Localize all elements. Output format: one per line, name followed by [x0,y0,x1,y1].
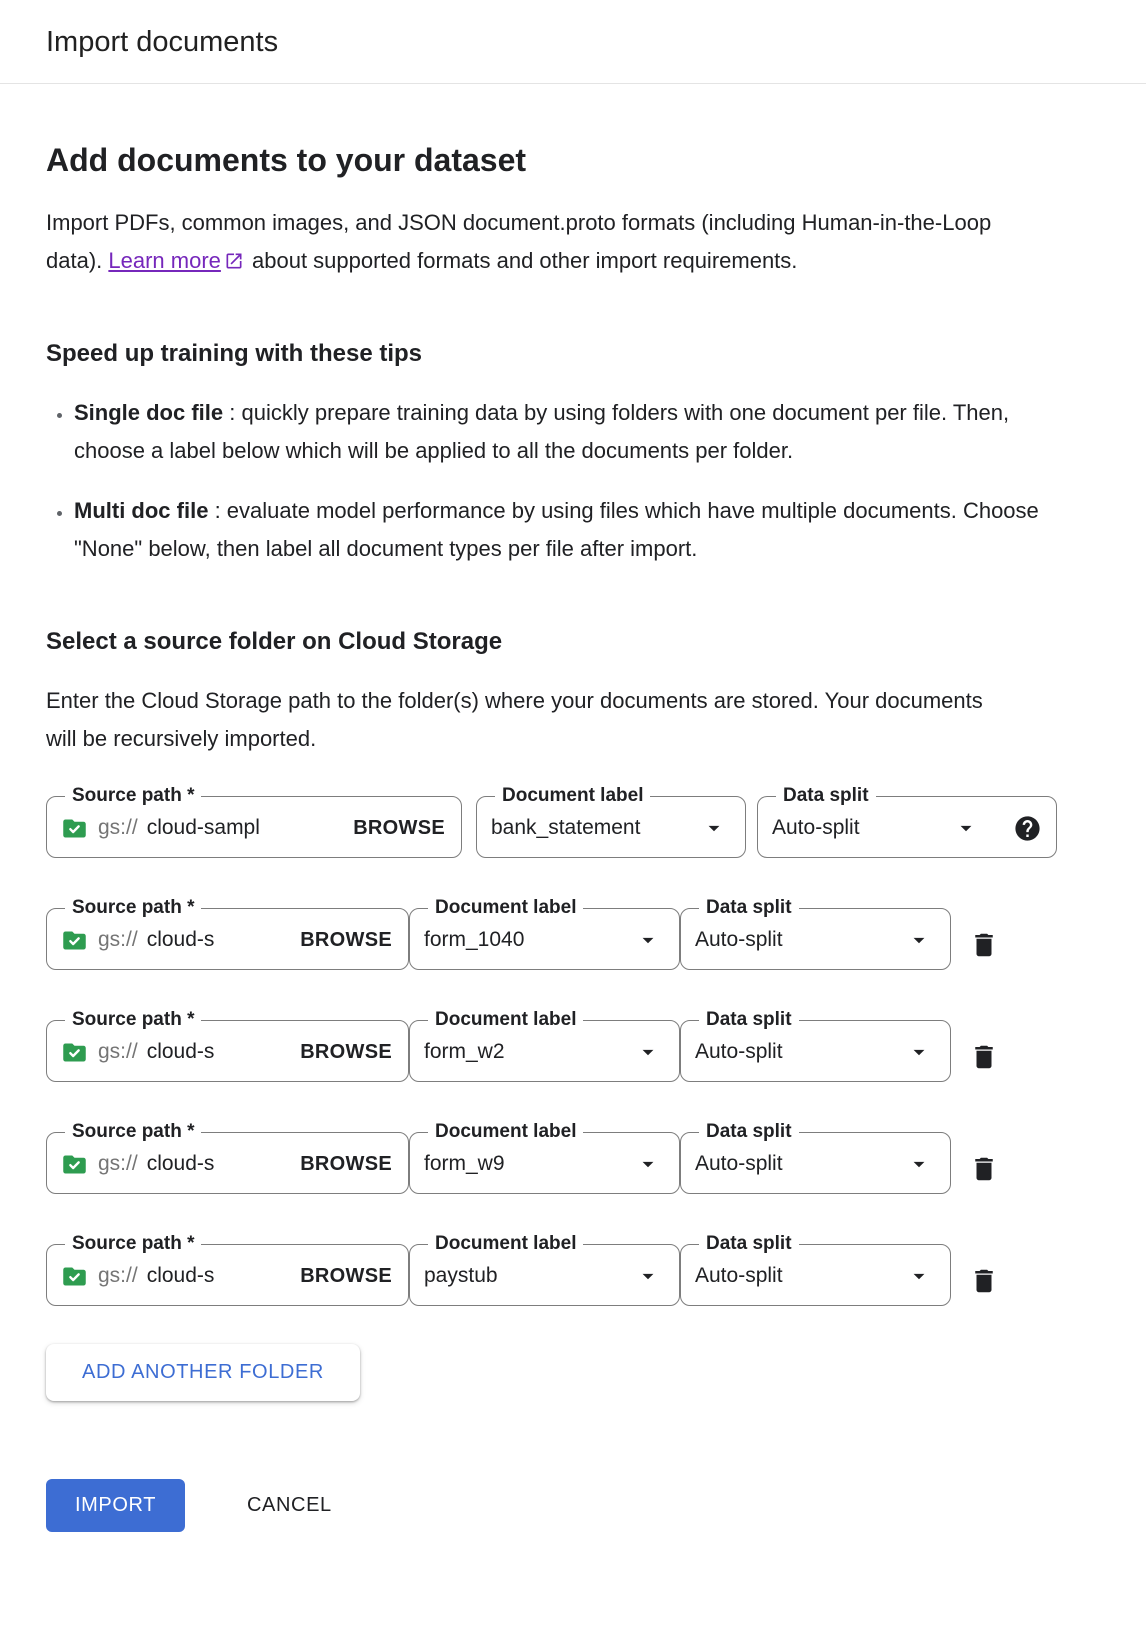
source-path-input[interactable] [147,928,293,952]
dropdown-arrow-icon [635,927,661,953]
cancel-button[interactable]: CANCEL [231,1484,348,1527]
document-label-value: bank_statement [491,816,641,839]
document-label-select[interactable] [409,1234,680,1306]
learn-more-link[interactable]: Learn more [108,248,221,273]
data-split-select[interactable] [680,1010,951,1082]
data-split-label: Data split [706,1009,792,1030]
source-path-field [46,786,462,858]
gs-prefix: gs:// [98,1264,138,1287]
intro-after-link: about supported formats and other import requirements. [245,248,798,273]
gs-prefix: gs:// [98,1040,138,1063]
folder-check-icon [61,1039,88,1066]
help-icon[interactable] [1013,814,1042,843]
dropdown-arrow-icon [906,1263,932,1289]
delete-row-button[interactable] [963,1260,1005,1302]
document-label-label: Document label [435,1121,577,1142]
delete-row-button[interactable] [963,1148,1005,1190]
source-folder-row [46,898,1100,970]
document-label-value: form_w9 [424,1152,505,1175]
source-path-field [46,898,409,970]
document-label-label: Document label [435,1009,577,1030]
dropdown-arrow-icon [906,927,932,953]
source-path-label: Source path * [72,897,195,918]
dropdown-arrow-icon [953,815,979,841]
browse-button[interactable]: BROWSE [298,923,394,958]
source-path-label: Source path * [72,1233,195,1254]
data-split-select[interactable] [680,1122,951,1194]
source-folder-row [46,1122,1100,1194]
document-label-select[interactable] [409,1122,680,1194]
external-link-icon [224,251,244,271]
data-split-label: Data split [706,1121,792,1142]
source-folder-rows [46,786,1100,1306]
intro-text [46,204,1031,280]
dialog-actions [46,1479,1100,1532]
import-button[interactable]: IMPORT [46,1479,185,1532]
document-label-select[interactable] [409,898,680,970]
page-title: Add documents to your dataset [46,142,527,178]
browse-button[interactable]: BROWSE [298,1147,394,1182]
dialog-header [0,0,1146,84]
source-path-field [46,1010,409,1082]
source-folder-row [46,1234,1100,1306]
folder-check-icon [61,1263,88,1290]
source-path-label: Source path * [72,1121,195,1142]
dropdown-arrow-icon [635,1151,661,1177]
gs-prefix: gs:// [98,928,138,951]
document-label-label: Document label [435,897,577,918]
data-split-value: Auto-split [695,1152,783,1175]
data-split-label: Data split [706,1233,792,1254]
folder-check-icon [61,927,88,954]
source-section-heading: Select a source folder on Cloud Storage [46,628,503,655]
folder-check-icon [61,815,88,842]
document-label-select[interactable] [409,1010,680,1082]
source-folder-row [46,1010,1100,1082]
gs-prefix: gs:// [98,1152,138,1175]
gs-prefix: gs:// [98,816,138,839]
dropdown-arrow-icon [906,1151,932,1177]
source-section-description: Enter the Cloud Storage path to the folder(s) where your documents are stored. Your documents will be recursively imported. [46,688,983,751]
tips-list [46,394,1046,568]
dropdown-arrow-icon [635,1263,661,1289]
document-label-label: Document label [435,1233,577,1254]
folder-check-icon [61,1151,88,1178]
data-split-label: Data split [783,785,869,806]
data-split-value: Auto-split [695,928,783,951]
data-split-label: Data split [706,897,792,918]
document-label-value: paystub [424,1264,498,1287]
dropdown-arrow-icon [906,1039,932,1065]
intro-before-link: Import PDFs, common images, and JSON document.proto formats (including Human-in-the-Loop data). [46,210,992,273]
dropdown-arrow-icon [635,1039,661,1065]
browse-button[interactable]: BROWSE [298,1035,394,1070]
tip-multi-doc: • Multi doc file : evaluate model performance by using files which have multiple documents. Choose "None" below, then label all document types per file after import. [74,492,1046,568]
source-path-input[interactable] [147,816,346,840]
tips-heading: Speed up training with these tips [46,340,423,367]
document-label-select[interactable] [476,786,746,858]
source-path-label: Source path * [72,1009,195,1030]
document-label-value: form_w2 [424,1040,505,1063]
source-path-input[interactable] [147,1264,293,1288]
data-split-select[interactable] [680,898,951,970]
data-split-select[interactable] [680,1234,951,1306]
add-another-folder-button[interactable]: ADD ANOTHER FOLDER [46,1344,360,1401]
import-documents-panel [0,142,1146,1592]
delete-row-button[interactable] [963,1036,1005,1078]
source-folder-row [46,786,1100,858]
document-label-value: form_1040 [424,928,525,951]
delete-row-button[interactable] [963,924,1005,966]
data-split-value: Auto-split [695,1264,783,1287]
data-split-select[interactable] [757,786,1057,858]
source-path-field [46,1122,409,1194]
document-label-label: Document label [502,785,644,806]
browse-button[interactable]: BROWSE [298,1259,394,1294]
source-path-input[interactable] [147,1040,293,1064]
tip-single-doc: • Single doc file : quickly prepare training data by using folders with one document per file. Then, choose a label below which will be applied to all the documents per folder. [74,394,1046,470]
data-split-value: Auto-split [772,816,860,839]
source-path-field [46,1234,409,1306]
source-path-label: Source path * [72,785,195,806]
source-path-input[interactable] [147,1152,293,1176]
dropdown-arrow-icon [701,815,727,841]
data-split-value: Auto-split [695,1040,783,1063]
dialog-title: Import documents [46,26,279,58]
browse-button[interactable]: BROWSE [351,811,447,846]
